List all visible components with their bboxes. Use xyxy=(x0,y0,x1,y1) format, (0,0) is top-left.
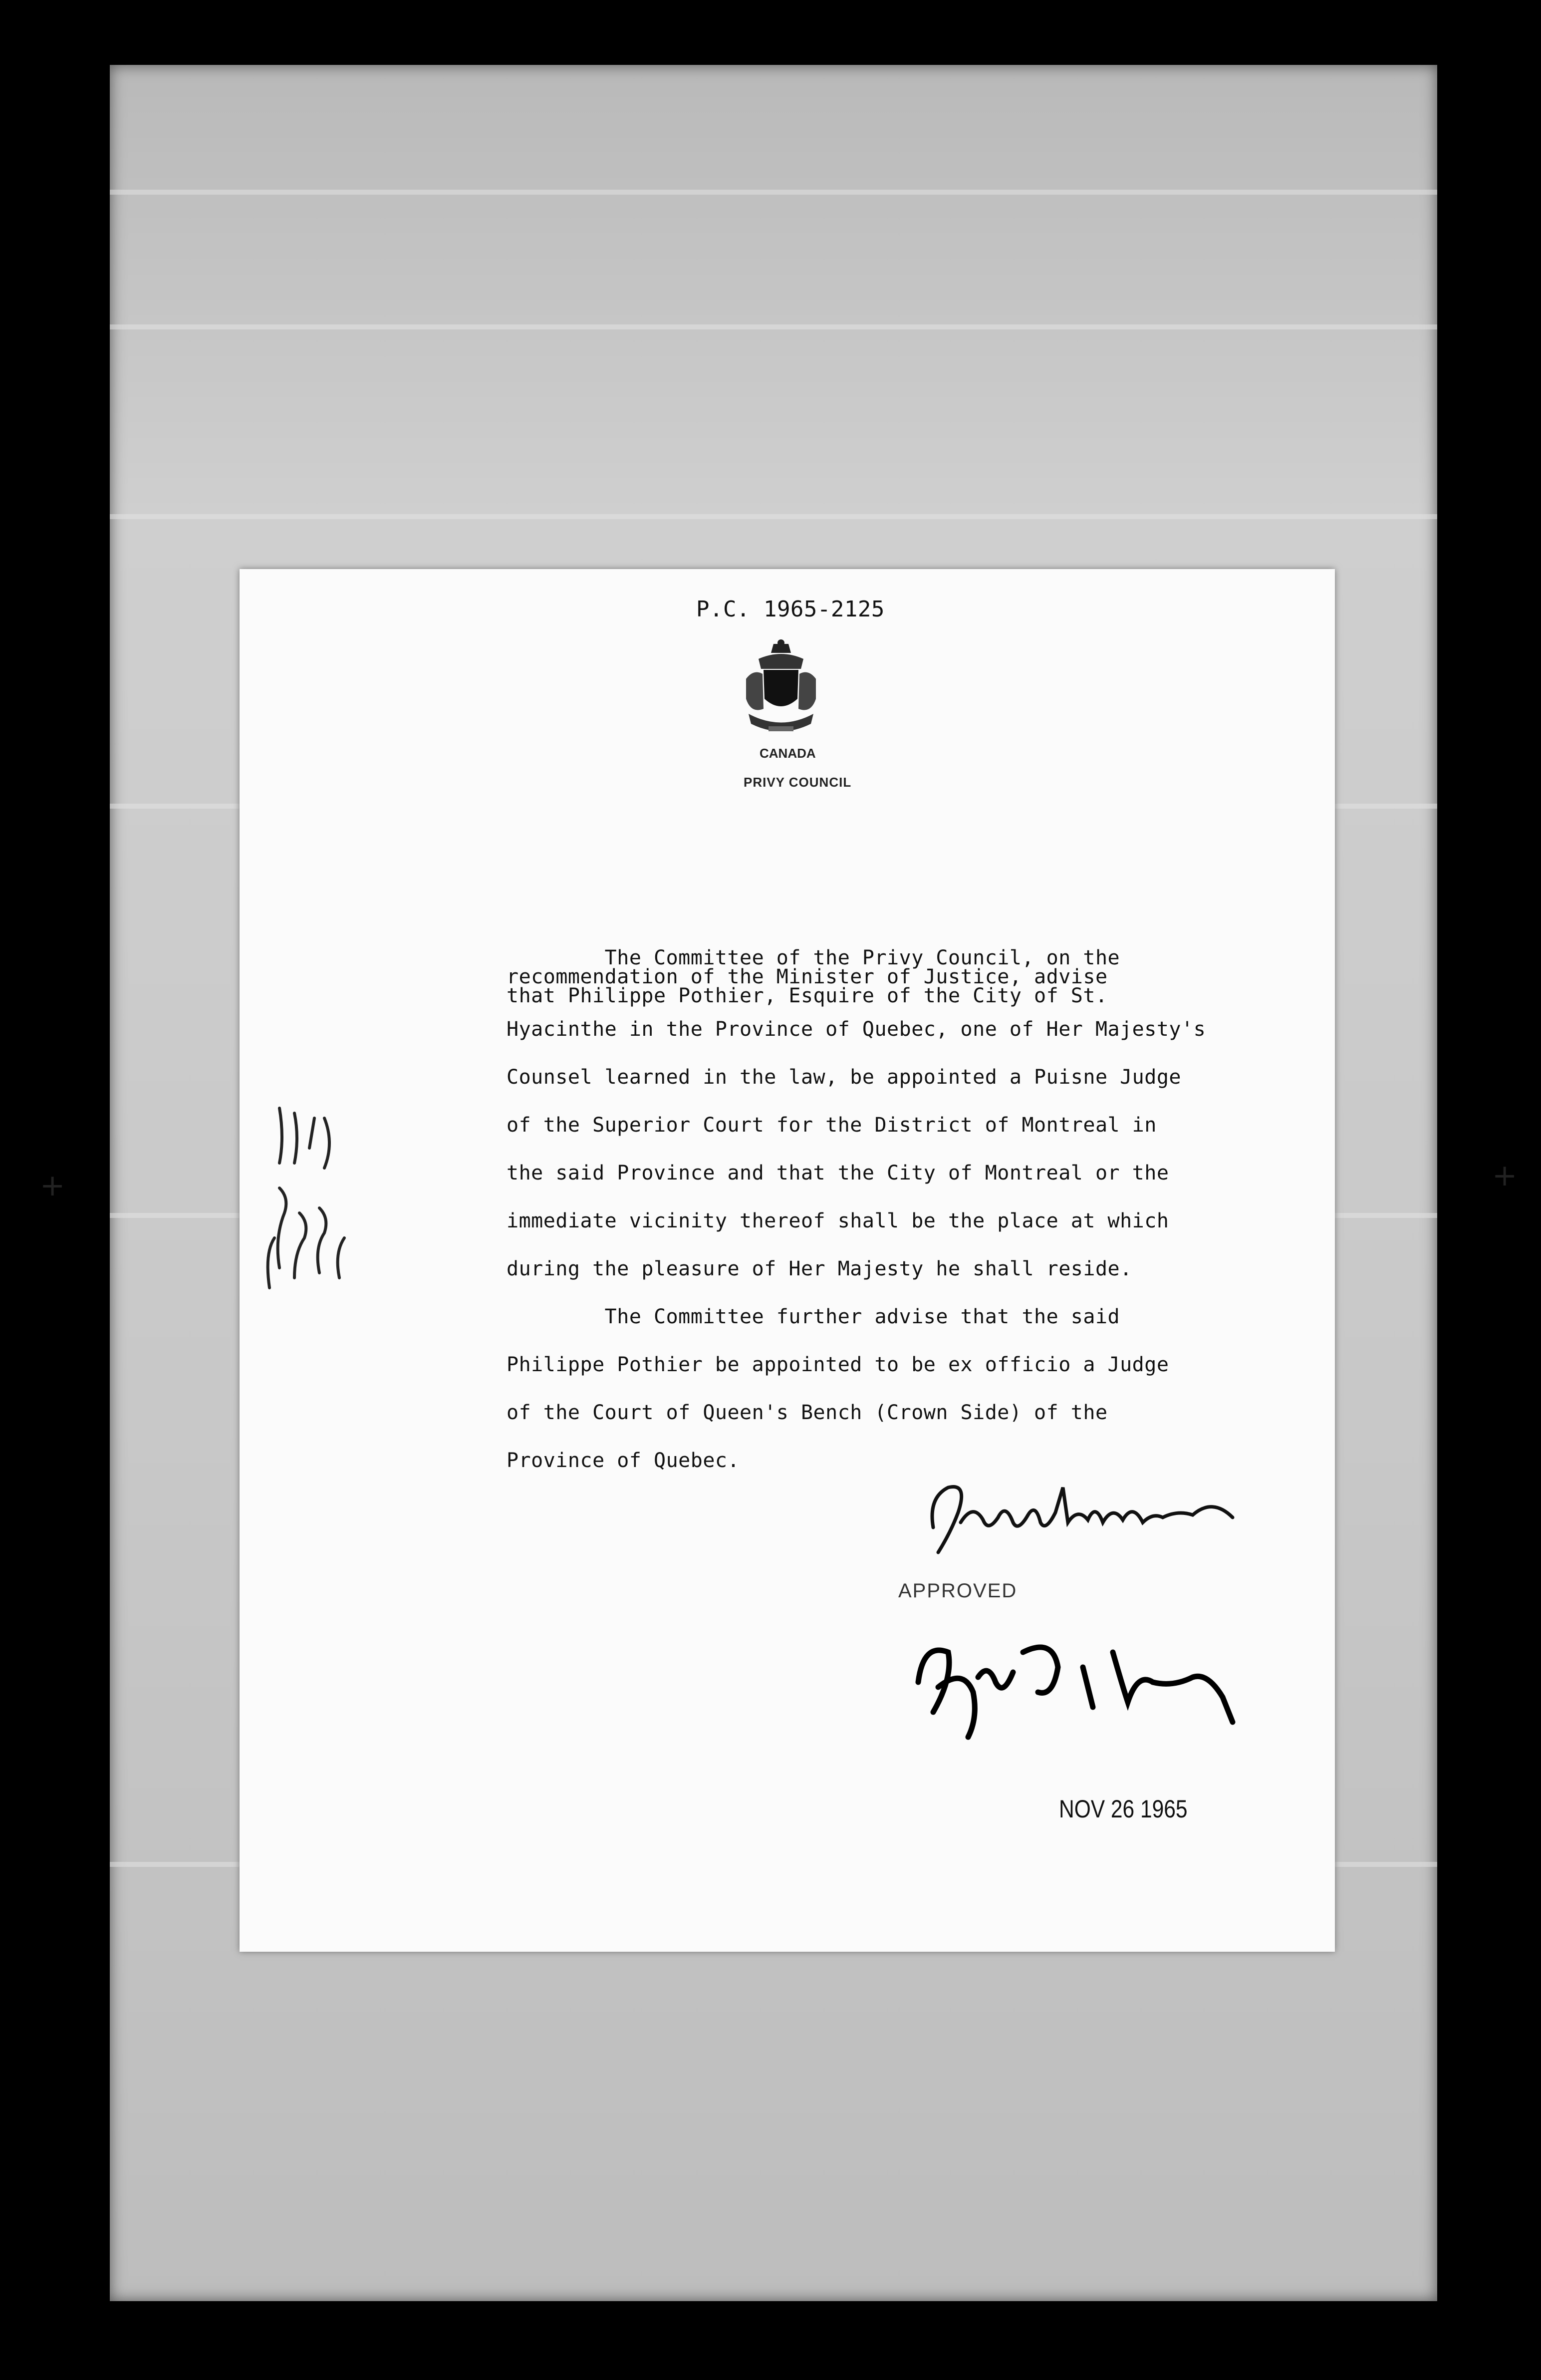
date-stamp: NOV 26 1965 xyxy=(1059,1795,1188,1823)
scan-band xyxy=(110,514,1437,519)
governor-general-signature xyxy=(903,1622,1253,1747)
margin-annotation xyxy=(259,1088,369,1298)
body-line: recommendation of the Minister of Justice, advise xyxy=(507,965,1108,988)
body-line: the said Province and that the City of Montreal or the xyxy=(507,1162,1169,1185)
approved-label: APPROVED xyxy=(898,1580,1018,1602)
body-line: Counsel learned in the law, be appointed a Puisne Judge xyxy=(507,1066,1182,1089)
registration-mark: + xyxy=(1492,1158,1518,1193)
body-line: The Committee of the Privy Council, on the xyxy=(507,946,1120,969)
council-caption: PRIVY COUNCIL xyxy=(744,775,852,790)
body-line: Hyacinthe in the Province of Quebec, one of Her Majesty's xyxy=(507,1018,1206,1041)
body-line: Province of Quebec. xyxy=(507,1449,740,1472)
body-line: that Philippe Pothier, Esquire of the City of St. xyxy=(507,984,1108,1007)
scan-band xyxy=(110,190,1437,195)
crest-caption: CANADA xyxy=(760,746,816,761)
body-line: during the pleasure of Her Majesty he shall reside. xyxy=(507,1257,1132,1280)
coat-of-arms-icon xyxy=(739,639,823,744)
body-line: The Committee further advise that the said xyxy=(507,1305,1120,1328)
scan-band xyxy=(110,324,1437,329)
body-line: of the Superior Court for the District of Montreal in xyxy=(507,1114,1157,1137)
order-number: P.C. 1965-2125 xyxy=(696,596,885,622)
body-line: Philippe Pothier be appointed to be ex officio a Judge xyxy=(507,1353,1169,1376)
order-in-council-page xyxy=(240,569,1335,1952)
body-line: of the Court of Queen's Bench (Crown Side) of the xyxy=(507,1401,1108,1424)
order-body xyxy=(507,948,1255,1485)
clerk-signature xyxy=(913,1468,1253,1567)
body-line: immediate vicinity thereof shall be the place at which xyxy=(507,1209,1169,1232)
registration-mark: + xyxy=(40,1168,65,1203)
